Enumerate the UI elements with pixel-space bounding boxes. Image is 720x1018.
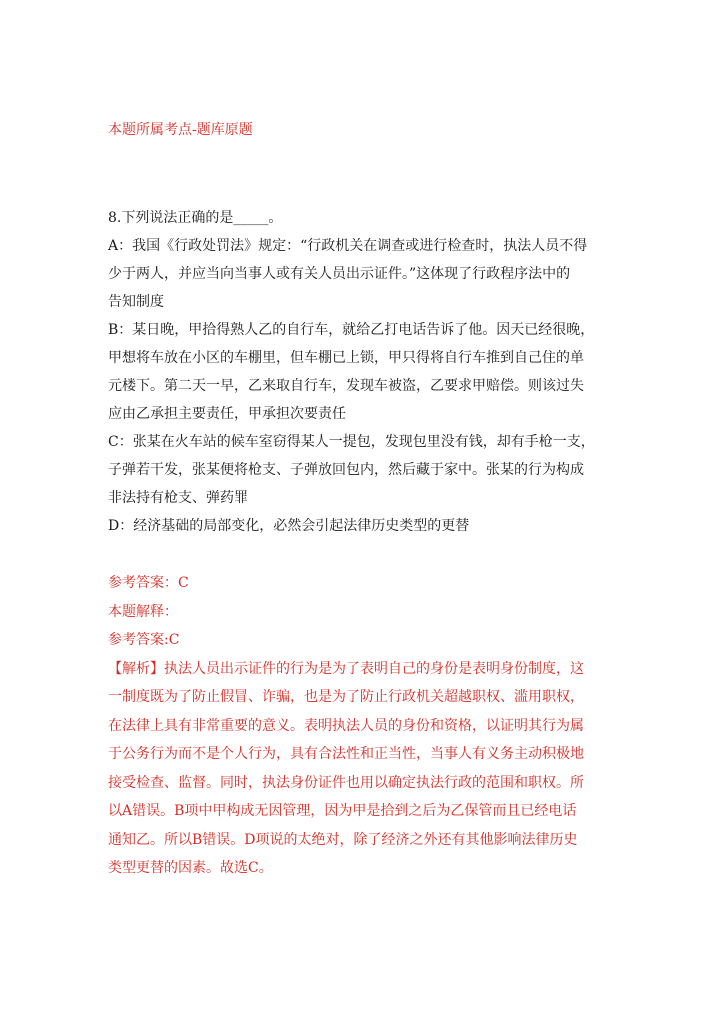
analysis-line-5: 接受检查、监督。同时，执法身份证件也用以确定执法行政的范围和职权。所 <box>108 774 584 791</box>
option-b-line-1: B：某日晚，甲拾得熟人乙的自行车，就给乙打电话告诉了他。因天已经很晚， <box>108 322 595 338</box>
analysis-line-7: 通知乙。所以B错误。D项说的太绝对，除了经济之外还有其他影响法律历史 <box>108 831 578 848</box>
analysis-line-3: 在法律上具有非常重要的意义。表明执法人员的身份和资格，以证明其行为属 <box>108 717 584 734</box>
reference-answer-2: 参考答案:C <box>108 632 180 648</box>
option-b-line-3: 元楼下。第二天一早，乙来取自行车，发现车被盗，乙要求甲赔偿。则该过失 <box>108 378 584 394</box>
reference-answer: 参考答案：C <box>108 575 189 591</box>
analysis-line-4: 于公务行为而不是个人行为，具有合法性和正当性，当事人有义务主动积极地 <box>108 746 584 762</box>
option-a-line-3: 告知制度 <box>108 294 164 310</box>
analysis-line-6: 以A错误。B项中甲构成无因管理，因为甲是拾到之后为乙保管而且已经电话 <box>108 803 577 819</box>
option-b-line-2: 甲想将车放在小区的车棚里，但车棚已上锁，甲只得将自行车推到自己住的单 <box>108 350 584 366</box>
analysis-line-8: 类型更替的因素。故选C。 <box>108 860 273 876</box>
option-c-line-1: C：张某在火车站的候车室窃得某人一提包，发现包里没有钱，却有手枪一支， <box>108 434 595 450</box>
option-b-line-4: 应由乙承担主要责任，甲承担次要责任 <box>108 406 346 422</box>
option-d-line-1: D：经济基础的局部变化，必然会引起法律历史类型的更替 <box>108 518 470 534</box>
option-c-line-3: 非法持有枪支、弹药罪 <box>108 490 248 506</box>
explanation-label: 本题解释： <box>108 603 178 620</box>
analysis-tag: 【解析】 <box>108 660 164 677</box>
option-a-line-1: A：我国《行政处罚法》规定：“行政机关在调查或进行检查时，执法人员不得 <box>108 238 588 254</box>
analysis-line-2: 一制度既为了防止假冒、诈骗，也是为了防止行政机关超越职权、滥用职权， <box>108 689 584 705</box>
question-stem: 8.下列说法正确的是_____。 <box>108 210 283 226</box>
question-block <box>108 204 608 540</box>
analysis-text-1: 执法人员出示证件的行为是为了表明自己的身份是表明身份制度，这 <box>164 660 584 677</box>
option-a-line-2: 少于两人，并应当向当事人或有关人员出示证件。”这体现了行政程序法中的 <box>108 266 571 282</box>
option-c-line-2: 子弹若干发，张某便将枪支、子弹放回包内，然后藏于家中。张某的行为构成 <box>108 462 584 478</box>
source-label: 本题所属考点-题库原题 <box>108 122 253 138</box>
answer-block <box>108 569 608 883</box>
analysis-line-1 <box>108 655 608 684</box>
